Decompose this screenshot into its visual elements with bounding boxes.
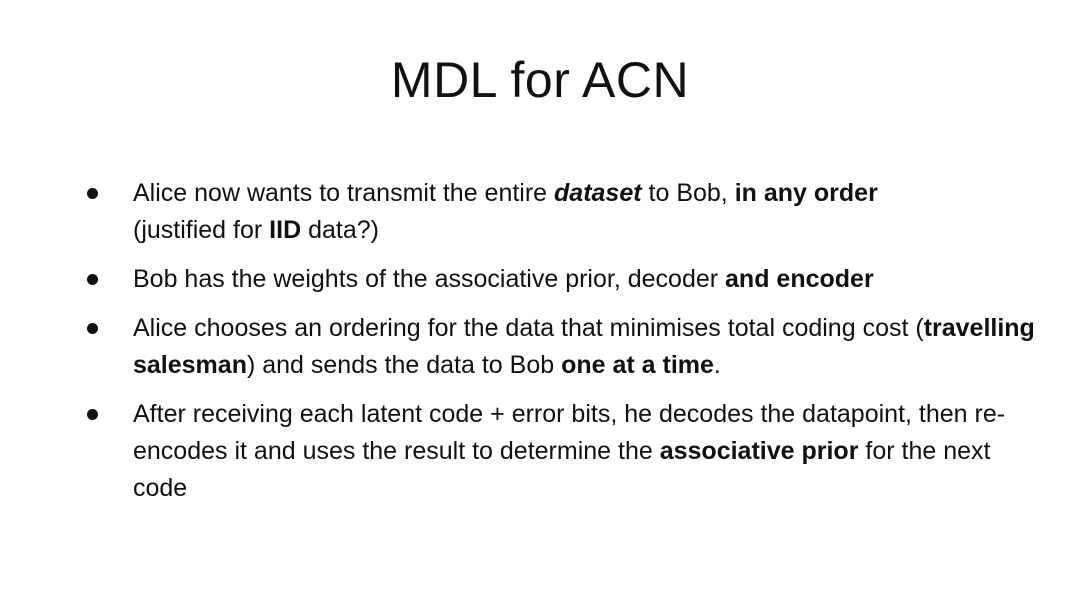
- bullet-text-segment: to Bob,: [641, 179, 735, 207]
- bullet-emphasis-segment: and encoder: [725, 265, 874, 293]
- bullet-item: [84, 310, 1044, 384]
- bullet-text-segment: Bob has the weights of the associative prior, decoder: [133, 265, 726, 293]
- bullet-item: [84, 175, 1044, 249]
- bullet-text-segment: data?): [301, 216, 379, 244]
- bullet-emphasis-segment: one at a time: [561, 351, 714, 379]
- slide-title: MDL for ACN: [390, 52, 690, 108]
- bullet-emphasis-segment: dataset: [554, 179, 642, 207]
- bullet-text-segment: Alice chooses an ordering for the data that minimises total coding cost (: [133, 314, 924, 342]
- bullet-text-segment: for the next code: [133, 437, 991, 502]
- bullet-text-segment: Alice now wants to transmit the entire: [133, 179, 555, 207]
- bullet-text-segment: ) and sends the data to Bob: [246, 351, 562, 379]
- bullet-emphasis-segment: travelling salesman: [133, 314, 1035, 379]
- bullet-item: [84, 396, 1044, 507]
- bullet-item: [84, 261, 1044, 298]
- bullet-dot-icon: [87, 323, 98, 334]
- bullet-emphasis-segment: IID: [269, 216, 302, 244]
- bullet-list: [84, 175, 1044, 519]
- bullet-text-segment: (justified for: [133, 216, 270, 244]
- bullet-emphasis-segment: associative prior: [659, 437, 859, 465]
- bullet-text-segment: After receiving each latent code + error bits, he decodes the datapoint, then re-encodes it and uses the result to determine the: [133, 400, 1006, 465]
- bullet-text-segment: .: [713, 351, 721, 379]
- bullet-emphasis-segment: in any order: [734, 179, 878, 207]
- bullet-dot-icon: [87, 274, 98, 285]
- bullet-dot-icon: [87, 188, 98, 199]
- bullet-dot-icon: [87, 409, 98, 420]
